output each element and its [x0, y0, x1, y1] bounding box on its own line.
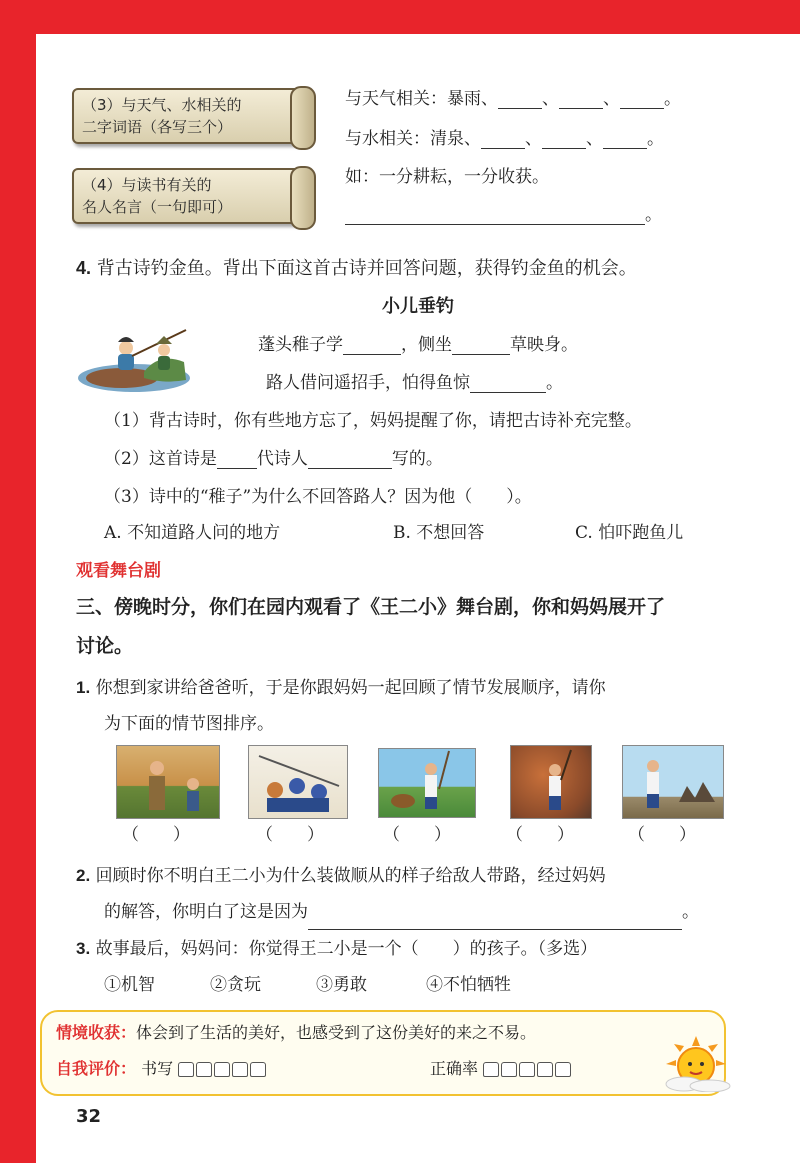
thumb-icon	[250, 1062, 266, 1077]
scroll-text: （4）与读书有关的	[82, 176, 212, 194]
scroll-label-weather-water	[72, 88, 304, 144]
choice-3[interactable]: ③勇敢	[316, 975, 367, 995]
thumb-icon	[537, 1062, 553, 1077]
sub-question-3: （3）诗中的“稚子”为什么不回答路人？因为他（ ）。	[104, 487, 532, 507]
option-a[interactable]: A. 不知道路人问的地方	[104, 523, 281, 543]
answer-blank[interactable]	[481, 131, 525, 149]
thumb-icon	[483, 1062, 499, 1077]
poem-blank[interactable]	[452, 337, 510, 355]
thumb-icon	[178, 1062, 194, 1077]
water-words-line: 与水相关：清泉、 、 、 。	[345, 129, 664, 149]
sun-icon	[660, 1034, 732, 1092]
thumb-icon	[519, 1062, 535, 1077]
answer-blank[interactable]	[542, 131, 586, 149]
option-b[interactable]: B. 不想回答	[393, 523, 485, 543]
weather-words-line: 与天气相关：暴雨、 、 、 。	[345, 89, 681, 109]
choice-1[interactable]: ①机智	[104, 975, 155, 995]
answer-blank[interactable]	[498, 91, 542, 109]
answer-blank[interactable]	[603, 131, 647, 149]
thumb-icon	[214, 1062, 230, 1077]
thumb-icon	[555, 1062, 571, 1077]
section-3-title: 三、傍晚时分，你们在园内观看了《王二小》舞台剧，你和妈妈展开了 讨论。	[76, 596, 666, 657]
poet-blank[interactable]	[308, 451, 392, 469]
poem-blank[interactable]	[470, 375, 546, 393]
example-quote: 如：一分耕耘，一分收获。	[345, 167, 549, 187]
thumb-icon	[232, 1062, 248, 1077]
thumb-icon	[196, 1062, 212, 1077]
order-answer-1[interactable]: （ ）	[122, 825, 190, 845]
plot-picture-2	[248, 745, 348, 819]
scroll-text: 二字词语（各写三个）	[82, 118, 233, 136]
plot-picture-4	[510, 745, 592, 819]
accuracy-line: 正确率	[430, 1056, 573, 1079]
poem-blank[interactable]	[343, 337, 401, 355]
scroll-text: 名人名言（一句即可）	[82, 198, 233, 216]
question-3-3: 3. 故事最后，妈妈问：你觉得王二小是一个（ ）的孩子。（多选）	[76, 939, 598, 959]
answer-blank[interactable]	[620, 91, 664, 109]
dynasty-blank[interactable]	[217, 451, 257, 469]
harvest-line: 情境收获：体会到了生活的美好，也感受到了这份美好的来之不易。	[56, 1023, 537, 1042]
plot-picture-3	[378, 748, 476, 818]
question-3-1: 1. 你想到家讲给爸爸听，于是你跟妈妈一起回顾了情节发展顺序，请你 为下面的情节图排序。	[76, 678, 606, 734]
self-evaluation-line: 自我评价： 书写	[56, 1056, 268, 1079]
question-4: 4. 背古诗钓金鱼。背出下面这首古诗并回答问题，获得钓金鱼的机会。	[76, 258, 637, 279]
order-answer-3[interactable]: （ ）	[383, 825, 451, 845]
choice-4[interactable]: ④不怕牺牲	[426, 975, 511, 995]
question-3-2: 2. 回顾时你不明白王二小为什么装做顺从的样子给敌人带路，经过妈妈 的解答，你明白了这是因为 。	[76, 858, 699, 930]
poem-line-1: 蓬头稚子学 ，侧坐 草映身。	[258, 335, 578, 355]
answer-blank[interactable]	[345, 207, 645, 225]
quote-answer-line: 。	[345, 200, 662, 225]
fishing-boy-illustration	[74, 322, 192, 394]
section-label: 观看舞台剧	[76, 561, 161, 581]
sub-question-2: （2）这首诗是 代诗人 写的。	[104, 449, 443, 469]
scroll-label-quote	[72, 168, 304, 224]
poem-title: 小儿垂钓	[382, 296, 454, 317]
poem-line-2: 路人借问遥招手，怕得鱼惊 。	[266, 373, 563, 393]
order-answer-5[interactable]: （ ）	[628, 825, 696, 845]
sub-question-1: （1）背古诗时，你有些地方忘了，妈妈提醒了你，请把古诗补充完整。	[104, 411, 642, 431]
accuracy-rating[interactable]	[483, 1059, 573, 1078]
option-c[interactable]: C. 怕吓跑鱼儿	[575, 523, 684, 543]
order-answer-2[interactable]: （ ）	[256, 825, 324, 845]
reason-blank[interactable]	[308, 912, 682, 930]
choice-2[interactable]: ②贪玩	[210, 975, 261, 995]
answer-blank[interactable]	[559, 91, 603, 109]
writing-rating[interactable]	[178, 1059, 268, 1078]
summary-box	[40, 1010, 726, 1096]
order-answer-4[interactable]: （ ）	[506, 825, 574, 845]
plot-picture-1	[116, 745, 220, 819]
scroll-text: （3）与天气、水相关的	[82, 96, 242, 114]
page-number: 32	[76, 1106, 102, 1127]
thumb-icon	[501, 1062, 517, 1077]
plot-picture-5	[622, 745, 724, 819]
